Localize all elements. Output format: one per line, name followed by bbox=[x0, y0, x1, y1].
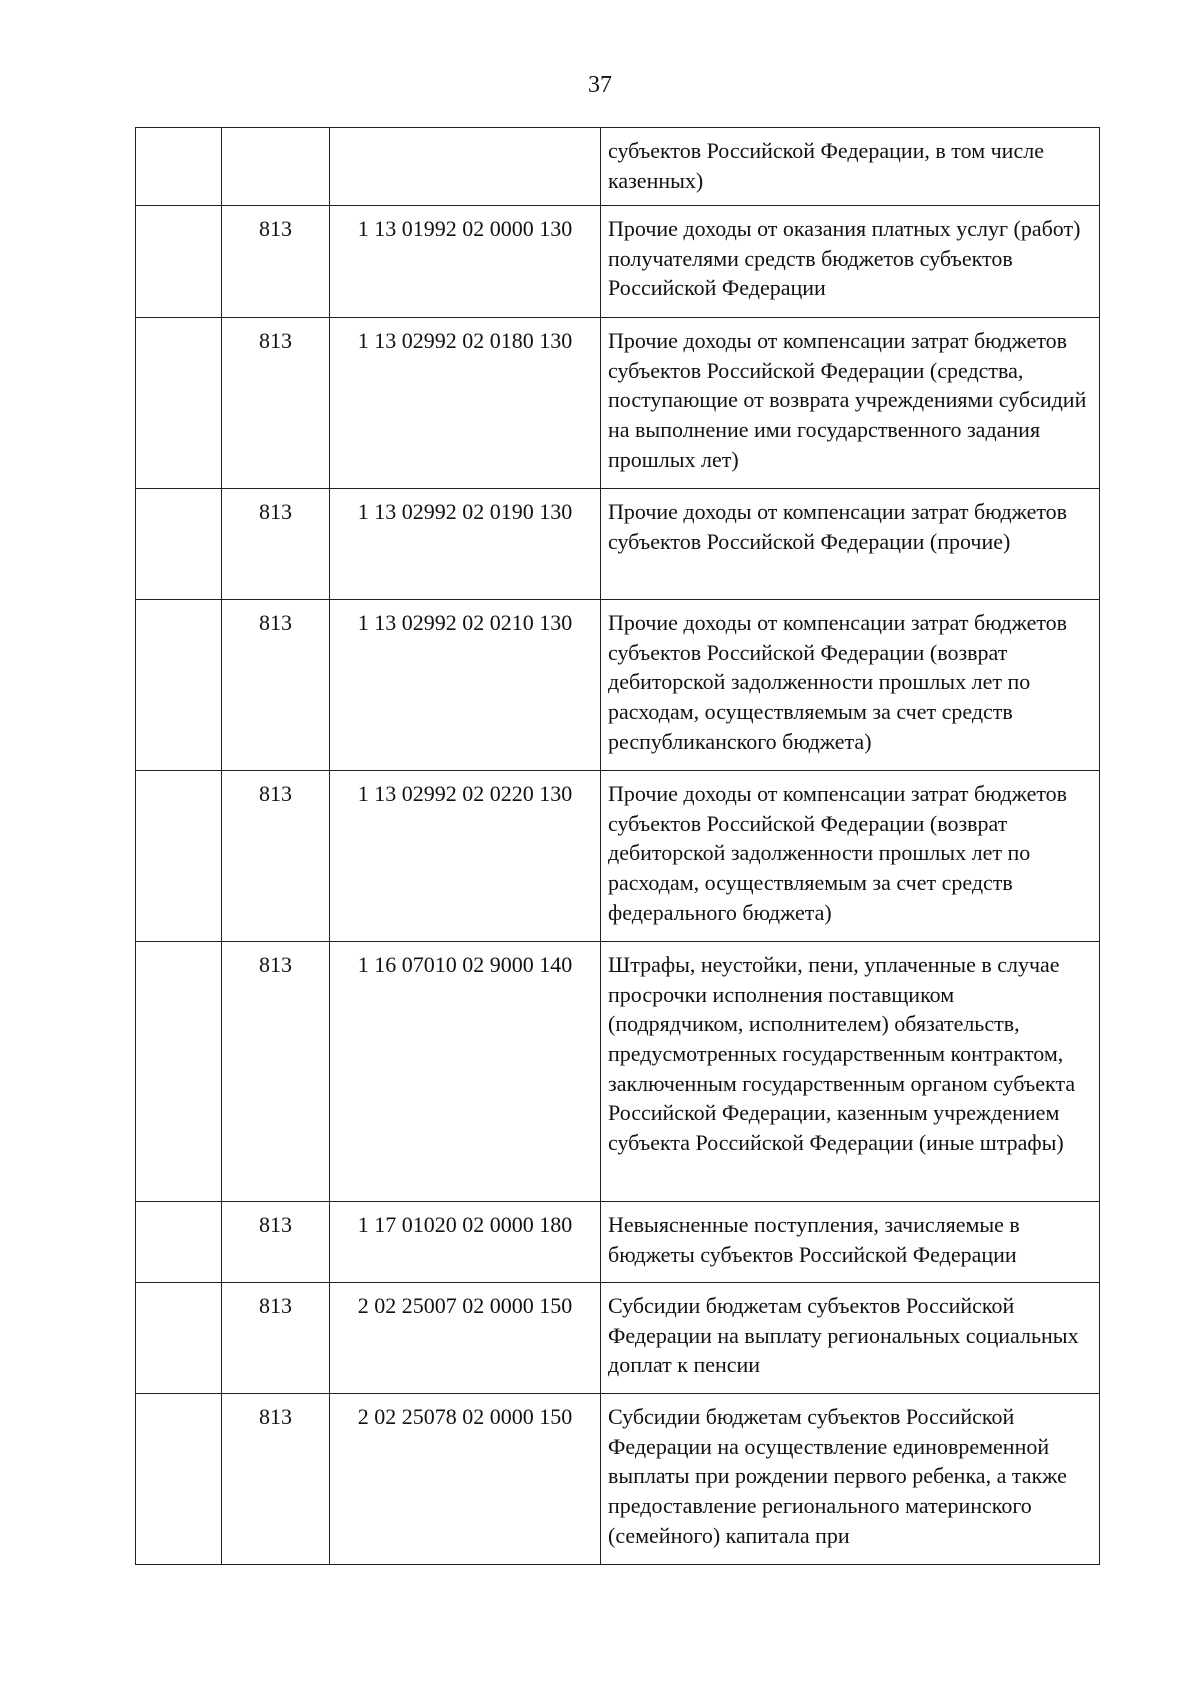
description-cell: Прочие доходы от компенсации затрат бюджетов субъектов Российской Федерации (средства, поступающие от возврата учреждениями субсидий на выполнение ими государственного задания прошлых лет) bbox=[601, 318, 1100, 489]
group-cell bbox=[136, 1283, 222, 1394]
budget-code-cell: 1 13 01992 02 0000 130 bbox=[330, 206, 601, 318]
budget-code-cell: 1 13 02992 02 0180 130 bbox=[330, 318, 601, 489]
group-cell bbox=[136, 206, 222, 318]
table-row bbox=[136, 128, 1100, 206]
group-cell bbox=[136, 600, 222, 771]
description-cell: Прочие доходы от оказания платных услуг (работ) получателями средств бюджетов субъектов Российской Федерации bbox=[601, 206, 1100, 318]
admin-code-cell: 813 bbox=[222, 1283, 330, 1394]
admin-code-cell: 813 bbox=[222, 1202, 330, 1283]
table-row bbox=[136, 1283, 1100, 1394]
admin-code-cell bbox=[222, 128, 330, 206]
budget-code-cell: 1 13 02992 02 0220 130 bbox=[330, 771, 601, 942]
admin-code-cell: 813 bbox=[222, 489, 330, 600]
description-cell: Невыясненные поступления, зачисляемые в бюджеты субъектов Российской Федерации bbox=[601, 1202, 1100, 1283]
table-row bbox=[136, 771, 1100, 942]
table-row bbox=[136, 1202, 1100, 1283]
description-cell: Штрафы, неустойки, пени, уплаченные в случае просрочки исполнения поставщиком (подрядчиком, исполнителем) обязательств, предусмотренных государственным контрактом, заключенным государственным органом субъекта Российской Федерации, казенным учреждением субъекта Российской Федерации (иные штрафы) bbox=[601, 942, 1100, 1202]
budget-code-cell: 2 02 25078 02 0000 150 bbox=[330, 1394, 601, 1565]
table-row bbox=[136, 1394, 1100, 1565]
budget-code-cell: 1 13 02992 02 0210 130 bbox=[330, 600, 601, 771]
budget-code-cell bbox=[330, 128, 601, 206]
budget-classification-table bbox=[135, 127, 1100, 1565]
table-row bbox=[136, 600, 1100, 771]
description-cell: Субсидии бюджетам субъектов Российской Федерации на осуществление единовременной выплаты при рождении первого ребенка, а также предоставление регионального материнского (семейного) капитала при bbox=[601, 1394, 1100, 1565]
budget-code-cell: 1 17 01020 02 0000 180 bbox=[330, 1202, 601, 1283]
admin-code-cell: 813 bbox=[222, 318, 330, 489]
page-number: 37 bbox=[588, 72, 612, 98]
description-cell: субъектов Российской Федерации, в том числе казенных) bbox=[601, 128, 1100, 206]
description-cell: Субсидии бюджетам субъектов Российской Федерации на выплату региональных социальных доплат к пенсии bbox=[601, 1283, 1100, 1394]
description-cell: Прочие доходы от компенсации затрат бюджетов субъектов Российской Федерации (возврат дебиторской задолженности прошлых лет по расходам, осуществляемым за счет средств республиканского бюджета) bbox=[601, 600, 1100, 771]
description-cell: Прочие доходы от компенсации затрат бюджетов субъектов Российской Федерации (прочие) bbox=[601, 489, 1100, 600]
admin-code-cell: 813 bbox=[222, 942, 330, 1202]
group-cell bbox=[136, 128, 222, 206]
table-row bbox=[136, 206, 1100, 318]
group-cell bbox=[136, 942, 222, 1202]
table-row bbox=[136, 942, 1100, 1202]
table-row bbox=[136, 489, 1100, 600]
group-cell bbox=[136, 489, 222, 600]
admin-code-cell: 813 bbox=[222, 771, 330, 942]
budget-code-cell: 2 02 25007 02 0000 150 bbox=[330, 1283, 601, 1394]
admin-code-cell: 813 bbox=[222, 206, 330, 318]
group-cell bbox=[136, 1394, 222, 1565]
group-cell bbox=[136, 318, 222, 489]
description-cell: Прочие доходы от компенсации затрат бюджетов субъектов Российской Федерации (возврат дебиторской задолженности прошлых лет по расходам, осуществляемым за счет средств федерального бюджета) bbox=[601, 771, 1100, 942]
group-cell bbox=[136, 1202, 222, 1283]
group-cell bbox=[136, 771, 222, 942]
budget-code-cell: 1 13 02992 02 0190 130 bbox=[330, 489, 601, 600]
admin-code-cell: 813 bbox=[222, 600, 330, 771]
admin-code-cell: 813 bbox=[222, 1394, 330, 1565]
table-row bbox=[136, 318, 1100, 489]
budget-code-cell: 1 16 07010 02 9000 140 bbox=[330, 942, 601, 1202]
